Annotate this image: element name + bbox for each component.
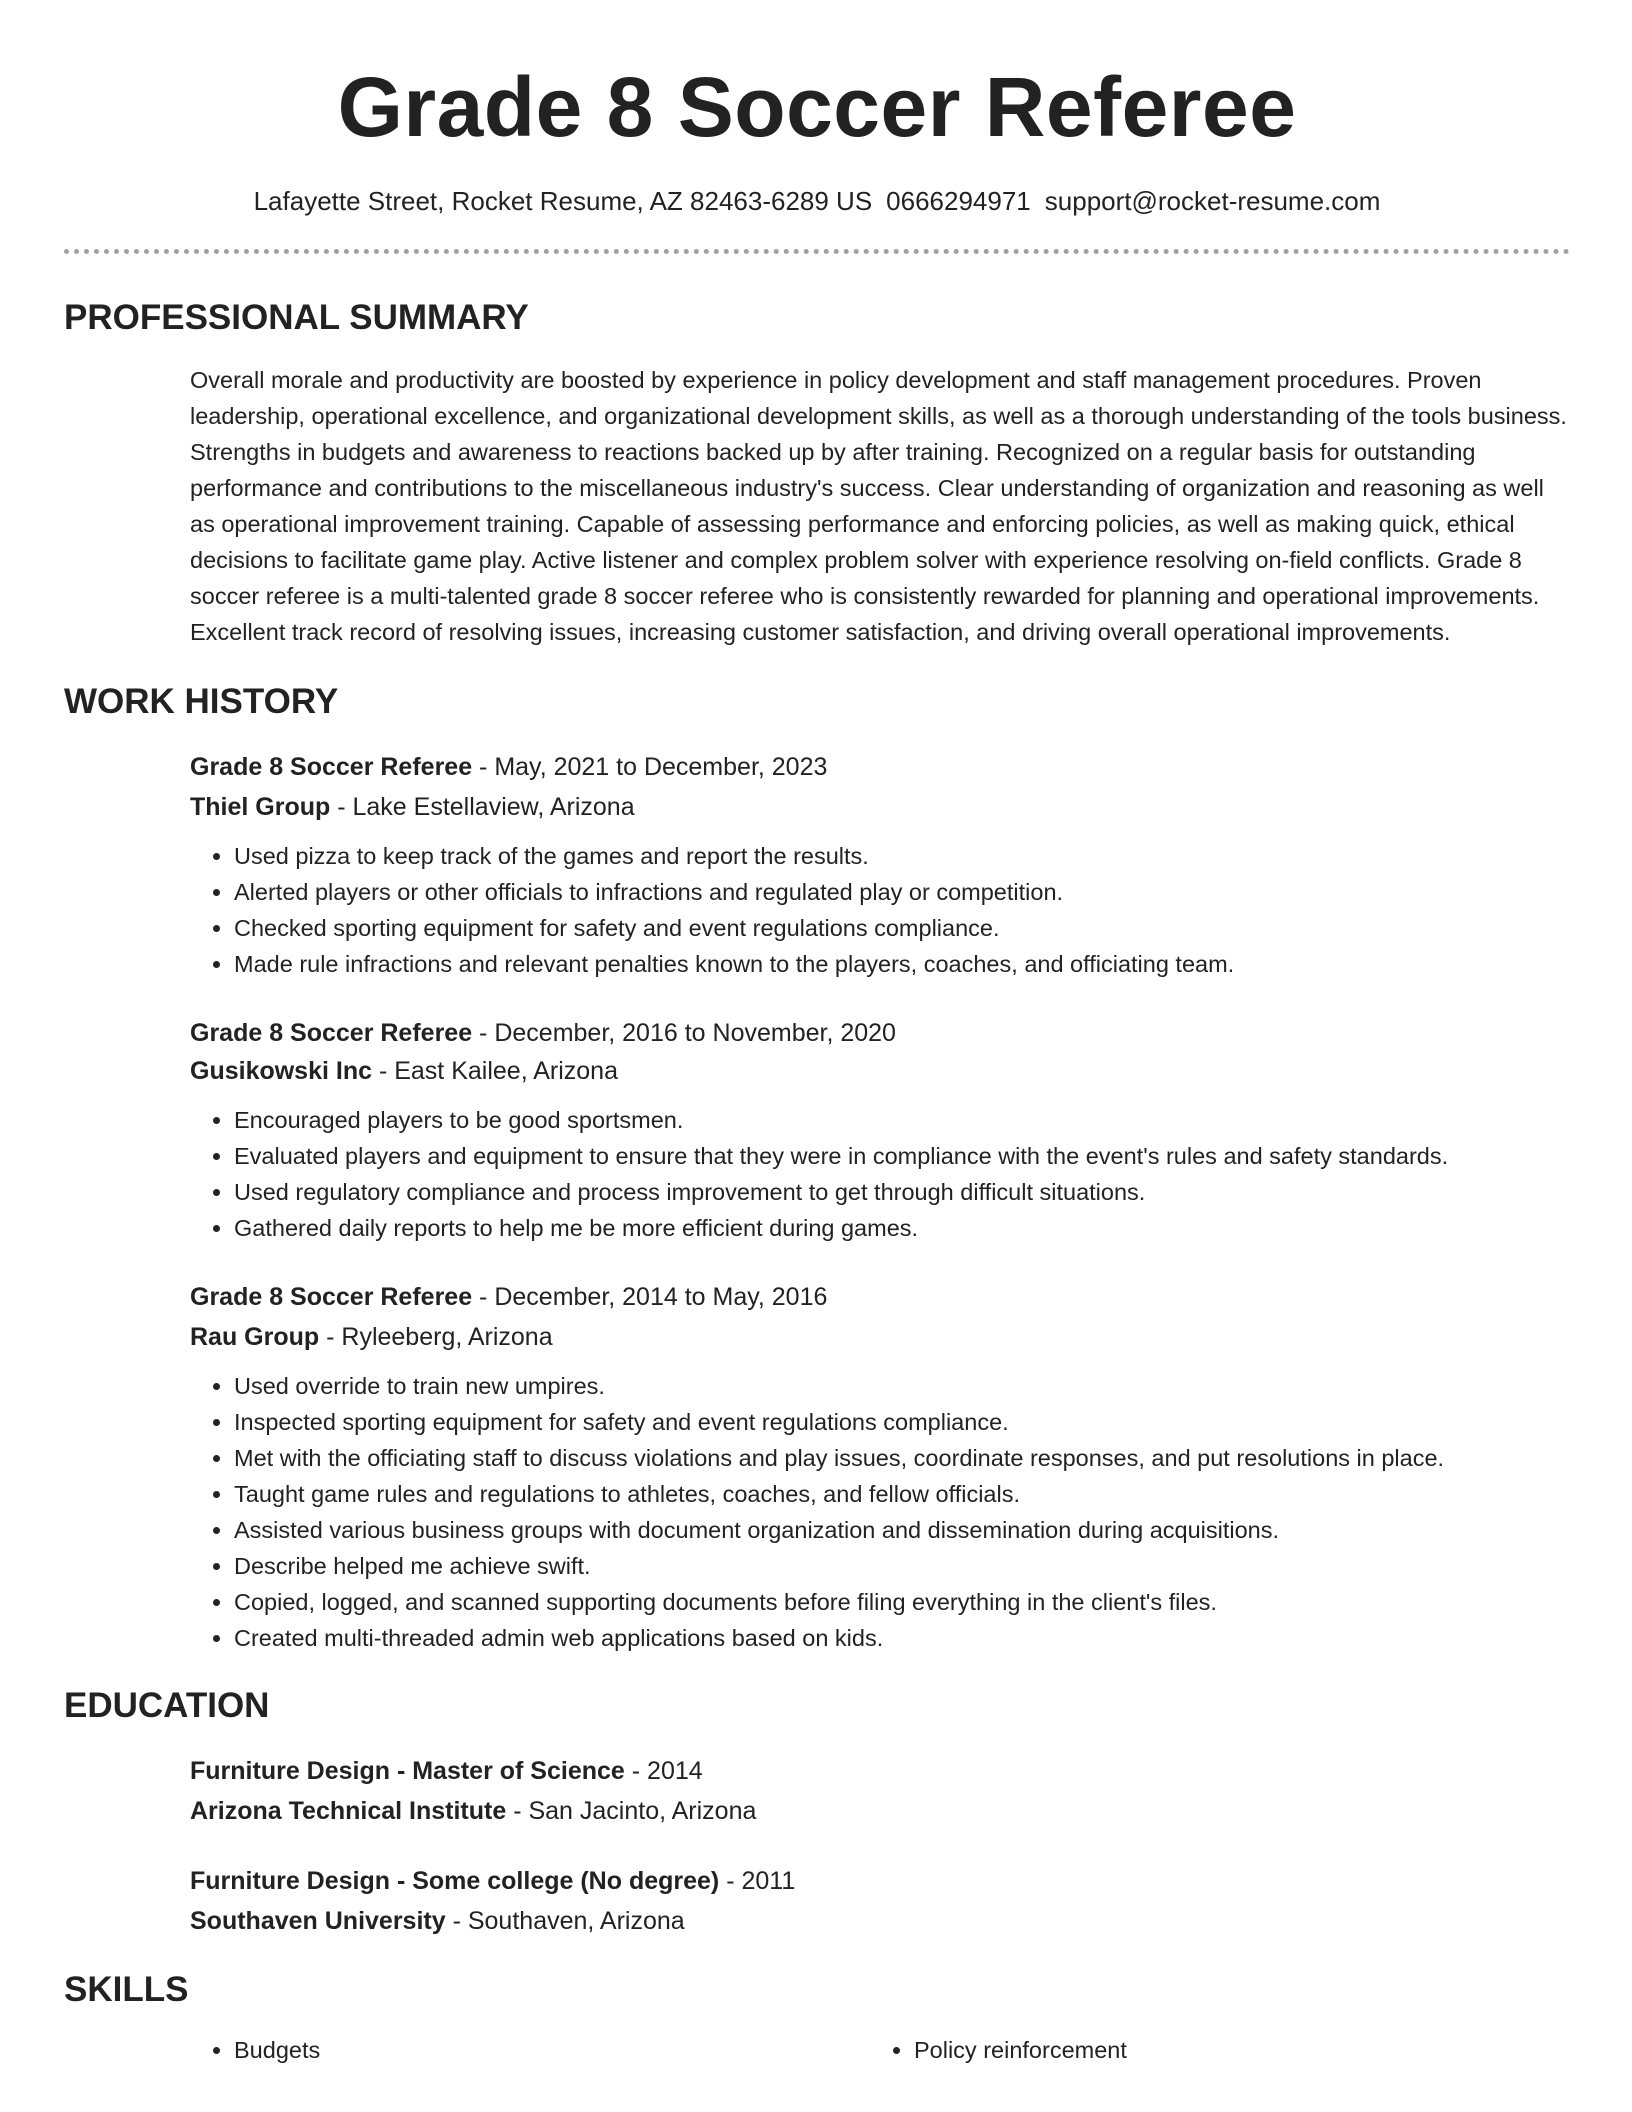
job-role: Grade 8 Soccer Referee [190,1283,473,1311]
job-entry [190,1014,1570,1246]
summary-section [64,298,1570,650]
list-item: • Used pizza to keep track of the games and report the results. [234,838,1570,874]
education-section [64,1686,1570,1940]
school-location: - Southaven, Arizona [445,1907,685,1935]
job-company: Gusikowski Inc [190,1057,373,1085]
job-bullets [190,1102,1570,1246]
job-role: Grade 8 Soccer Referee [190,1019,473,1047]
degree: Furniture Design - Master of Science [190,1757,625,1785]
job-location: - East Kailee, Arizona [372,1057,618,1085]
skills-grid [190,2032,1570,2068]
school: Arizona Technical Institute [190,1797,507,1825]
list-item: • Evaluated players and equipment to ensure that they were in compliance with the event's rules and safety standards. [234,1138,1570,1174]
header-divider [64,249,1570,254]
contact-line [64,184,1570,218]
summary-text: Overall morale and productivity are boosted by experience in policy development and staff management procedures. Proven leadership, operational excellence, and organizational development skills, as well as a thorough understanding of the tools business. Strengths in budgets and awareness to reactions backed up by after training. Recognized on a regular basis for outstanding performance and contributions to the miscellaneous industry's success. Clear understanding of organization and reasoning as well as operational improvement training. Capable of assessing performance and enforcing policies, as well as making quick, ethical decisions to facilitate game play. Active listener and complex problem solver with experience resolving on-field conflicts. Grade 8 soccer referee is a multi-talented grade 8 soccer referee who is consistently rewarded for planning and operational improvements. Excellent track record of resolving issues, increasing customer satisfaction, and driving overall operational improvements. [190,367,1567,645]
job-dates: - December, 2016 to November, 2020 [472,1019,896,1047]
job-entry [190,1278,1570,1656]
skills-column-right [870,2032,1550,2068]
resume-page [64,0,1570,2068]
job-dates: - December, 2014 to May, 2016 [472,1283,828,1311]
job-title-line [190,748,1570,786]
list-item: • Created multi-threaded admin web applications based on kids. [234,1620,1570,1656]
education-title: EDUCATION [64,1686,270,1725]
school-line [190,1792,1570,1830]
list-item: • Copied, logged, and scanned supporting documents before filing everything in the client's files. [234,1584,1570,1620]
work-title: WORK HISTORY [64,682,339,721]
degree-line [190,1862,1570,1900]
list-item: • Alerted players or other officials to infractions and regulated play or competition. [234,874,1570,910]
list-item: • Taught game rules and regulations to athletes, coaches, and fellow officials. [234,1476,1570,1512]
list-item: • Made rule infractions and relevant penalties known to the players, coaches, and officiating team. [234,946,1570,982]
job-bullets [190,838,1570,982]
email: support@rocket-resume.com [1044,186,1381,216]
skills-title: SKILLS [64,1970,189,2009]
skill-item: • Budgets [234,2032,870,2068]
skill-item: • Policy reinforcement [914,2032,1550,2068]
job-company: Rau Group [190,1323,320,1351]
degree-year: - 2011 [719,1867,796,1895]
job-location: - Ryleeberg, Arizona [319,1323,553,1351]
education-entry [190,1862,1570,1940]
skills-section [64,1970,1570,2068]
candidate-name: Grade 8 Soccer Referee [337,60,1297,154]
job-company-line [190,1052,1570,1090]
job-company-line [190,1318,1570,1356]
job-role: Grade 8 Soccer Referee [190,753,473,781]
list-item: • Describe helped me achieve swift. [234,1548,1570,1584]
school: Southaven University [190,1907,446,1935]
address: Lafayette Street, Rocket Resume, AZ 82463-6289 US [253,186,873,216]
list-item: • Gathered daily reports to help me be more efficient during games. [234,1210,1570,1246]
work-section [64,682,1570,1656]
job-entry [190,748,1570,982]
list-item: • Inspected sporting equipment for safety and event regulations compliance. [234,1404,1570,1440]
list-item: • Encouraged players to be good sportsmen. [234,1102,1570,1138]
school-location: - San Jacinto, Arizona [506,1797,757,1825]
degree-line [190,1752,1570,1790]
list-item: • Used regulatory compliance and process improvement to get through difficult situations. [234,1174,1570,1210]
degree: Furniture Design - Some college (No degree) [190,1867,720,1895]
job-dates: - May, 2021 to December, 2023 [472,753,828,781]
education-entry [190,1752,1570,1830]
job-bullets [190,1368,1570,1656]
job-title-line [190,1014,1570,1052]
degree-year: - 2014 [624,1757,703,1785]
job-company-line [190,788,1570,826]
list-item: • Assisted various business groups with document organization and dissemination during acquisitions. [234,1512,1570,1548]
job-company: Thiel Group [190,793,331,821]
phone: 0666294971 [886,186,1031,216]
list-item: • Checked sporting equipment for safety and event regulations compliance. [234,910,1570,946]
job-title-line [190,1278,1570,1316]
skills-column-left [190,2032,870,2068]
job-location: - Lake Estellaview, Arizona [330,793,635,821]
summary-title: PROFESSIONAL SUMMARY [64,298,529,337]
list-item: • Met with the officiating staff to discuss violations and play issues, coordinate responses, and put resolutions in place. [234,1440,1570,1476]
school-line [190,1902,1570,1940]
list-item: • Used override to train new umpires. [234,1368,1570,1404]
